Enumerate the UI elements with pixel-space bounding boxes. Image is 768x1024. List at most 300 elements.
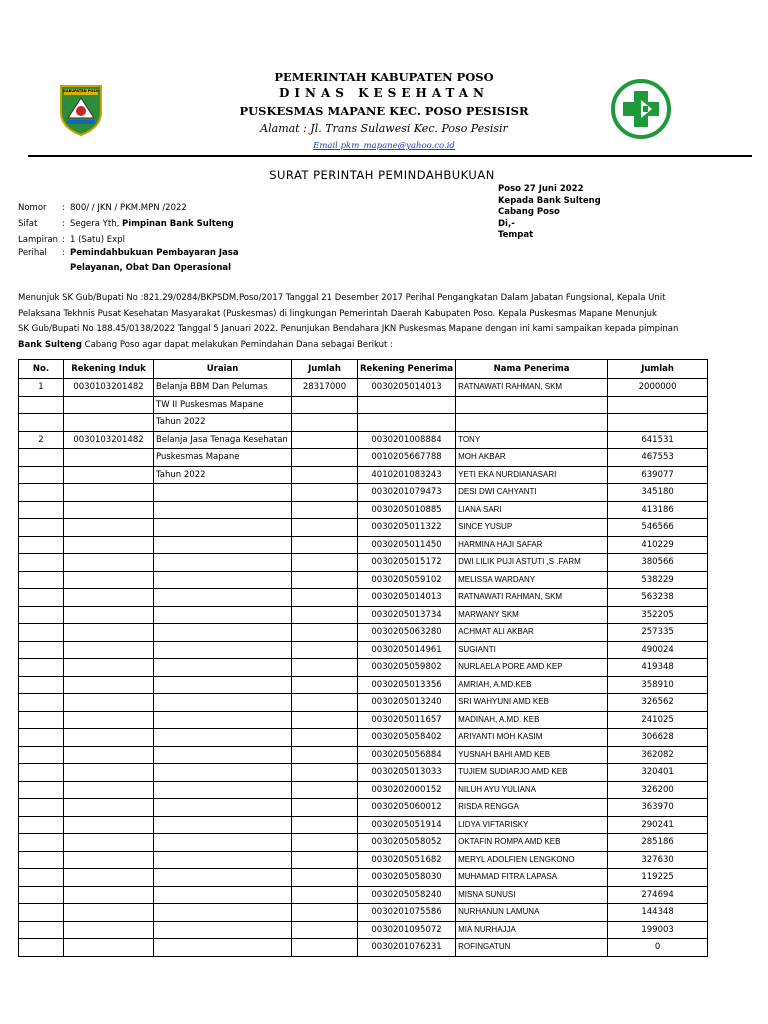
cell-rekening-penerima: 0010205667788 xyxy=(358,449,456,467)
table-row xyxy=(19,379,708,397)
table-row xyxy=(19,746,708,764)
kop-government: PEMERINTAH KABUPATEN POSO xyxy=(274,70,494,84)
table-row xyxy=(19,466,708,484)
cell-no xyxy=(19,869,64,887)
cell-jumlah-penerima: 144348 xyxy=(608,904,708,922)
table-row xyxy=(19,851,708,869)
cell-jumlah-penerima: 641531 xyxy=(608,431,708,449)
cell-jumlah-penerima: 563238 xyxy=(608,589,708,607)
cell-jumlah-penerima xyxy=(608,414,708,432)
cell-jumlah-penerima: 467553 xyxy=(608,449,708,467)
cell-no xyxy=(19,501,64,519)
cell-nama-penerima: OKTAFIN ROMPA AMD KEB xyxy=(456,834,608,852)
cell-nama-penerima: SUGIANTI xyxy=(456,641,608,659)
cell-jumlah xyxy=(292,554,358,572)
cell-rekening-penerima: 4010201083243 xyxy=(358,466,456,484)
cell-no xyxy=(19,396,64,414)
cell-rekening-penerima xyxy=(358,414,456,432)
cell-uraian xyxy=(154,711,292,729)
col-rekening-penerima: Rekening Penerima xyxy=(358,360,456,379)
cell-nama-penerima: TONY xyxy=(456,431,608,449)
cell-nama-penerima: NURHANUN LAMUNA xyxy=(456,904,608,922)
cell-rekening-induk xyxy=(64,799,154,817)
perihal-line1: Pemindahbukuan Pembayaran Jasa xyxy=(70,248,239,258)
cell-rekening-induk xyxy=(64,729,154,747)
table-row xyxy=(19,606,708,624)
cell-no xyxy=(19,781,64,799)
cell-uraian xyxy=(154,571,292,589)
recipient-to: Kepada Bank Sulteng xyxy=(498,195,601,206)
col-uraian: Uraian xyxy=(154,360,292,379)
cell-jumlah xyxy=(292,764,358,782)
cell-rekening-induk xyxy=(64,746,154,764)
cell-jumlah xyxy=(292,606,358,624)
table-row xyxy=(19,659,708,677)
cell-jumlah-penerima: 363970 xyxy=(608,799,708,817)
cell-no xyxy=(19,921,64,939)
cell-no xyxy=(19,764,64,782)
cell-rekening-induk xyxy=(64,414,154,432)
cell-nama-penerima: MOH AKBAR xyxy=(456,449,608,467)
sifat-value xyxy=(70,217,234,231)
cell-no xyxy=(19,904,64,922)
cell-uraian xyxy=(154,939,292,957)
cell-nama-penerima: TUJIEM SUDIARJO AMD KEB xyxy=(456,764,608,782)
cell-rekening-penerima xyxy=(358,396,456,414)
cell-rekening-induk xyxy=(64,781,154,799)
cell-uraian xyxy=(154,501,292,519)
cell-no xyxy=(19,571,64,589)
cell-jumlah xyxy=(292,466,358,484)
cell-nama-penerima: MUHAMAD FITRA LAPASA xyxy=(456,869,608,887)
para-line-4-rest: Cabang Poso agar dapat melakukan Pemindahan Dana sebagai Berikut : xyxy=(81,339,393,350)
cell-rekening-induk xyxy=(64,466,154,484)
cell-nama-penerima: MIA NURHAJJA xyxy=(456,921,608,939)
cell-jumlah-penerima: 419348 xyxy=(608,659,708,677)
cell-uraian xyxy=(154,694,292,712)
cell-uraian xyxy=(154,606,292,624)
cell-rekening-induk xyxy=(64,851,154,869)
cell-jumlah xyxy=(292,886,358,904)
cell-uraian xyxy=(154,921,292,939)
cell-rekening-induk: 0030103201482 xyxy=(64,379,154,397)
cell-rekening-penerima: 0030202000152 xyxy=(358,781,456,799)
sifat-bold: Pimpinan Bank Sulteng xyxy=(121,219,234,229)
cell-no xyxy=(19,554,64,572)
cell-rekening-penerima: 0030205013240 xyxy=(358,694,456,712)
cell-no xyxy=(19,816,64,834)
table-row xyxy=(19,694,708,712)
cell-rekening-induk xyxy=(64,869,154,887)
cell-uraian xyxy=(154,904,292,922)
cell-uraian xyxy=(154,869,292,887)
cell-jumlah-penerima: 380566 xyxy=(608,554,708,572)
cell-uraian xyxy=(154,799,292,817)
table-row xyxy=(19,589,708,607)
cell-jumlah xyxy=(292,519,358,537)
cell-no xyxy=(19,729,64,747)
table-row xyxy=(19,729,708,747)
cell-nama-penerima xyxy=(456,414,608,432)
cell-jumlah-penerima: 306628 xyxy=(608,729,708,747)
cell-rekening-induk xyxy=(64,501,154,519)
cell-rekening-induk xyxy=(64,624,154,642)
cell-nama-penerima: MARWANY SKM xyxy=(456,606,608,624)
letterhead-divider xyxy=(28,155,752,157)
cell-uraian xyxy=(154,554,292,572)
colon: : xyxy=(62,235,65,245)
cell-nama-penerima: ARIYANTI MOH KASIM xyxy=(456,729,608,747)
table-row xyxy=(19,799,708,817)
cell-rekening-induk xyxy=(64,676,154,694)
cell-nama-penerima xyxy=(456,396,608,414)
table-row xyxy=(19,939,708,957)
cell-no xyxy=(19,624,64,642)
cell-jumlah-penerima: 362082 xyxy=(608,746,708,764)
cell-rekening-penerima: 0030205011450 xyxy=(358,536,456,554)
cell-no: 1 xyxy=(19,379,64,397)
cell-rekening-induk xyxy=(64,606,154,624)
recipient-block xyxy=(498,184,601,242)
col-no: No. xyxy=(19,360,64,379)
table-row xyxy=(19,676,708,694)
cell-rekening-penerima: 0030205063280 xyxy=(358,624,456,642)
sifat-label: Sifat xyxy=(18,219,38,229)
cell-nama-penerima: RATNAWATI RAHMAN, SKM xyxy=(456,589,608,607)
cell-rekening-induk xyxy=(64,904,154,922)
cell-jumlah-penerima: 546566 xyxy=(608,519,708,537)
cell-rekening-penerima: 0030205014013 xyxy=(358,379,456,397)
cell-uraian: TW II Puskesmas Mapane xyxy=(154,396,292,414)
table-row xyxy=(19,711,708,729)
table-row xyxy=(19,396,708,414)
kop-address: Alamat : Jl. Trans Sulawesi Kec. Poso Pesisir xyxy=(260,122,508,135)
nomor-value: 800/ / JKN / PKM.MPN /2022 xyxy=(70,203,187,213)
cell-rekening-penerima: 0030205058240 xyxy=(358,886,456,904)
cell-uraian: Belanja BBM Dan Pelumas xyxy=(154,379,292,397)
cell-rekening-induk xyxy=(64,519,154,537)
cell-rekening-penerima: 0030205013356 xyxy=(358,676,456,694)
perihal-label: Perihal xyxy=(18,248,47,258)
cell-rekening-induk xyxy=(64,886,154,904)
cell-jumlah xyxy=(292,431,358,449)
table-row xyxy=(19,641,708,659)
cell-jumlah-penerima: 639077 xyxy=(608,466,708,484)
cell-rekening-penerima: 0030201076231 xyxy=(358,939,456,957)
table-row xyxy=(19,554,708,572)
cell-rekening-induk xyxy=(64,816,154,834)
cell-uraian xyxy=(154,764,292,782)
cell-rekening-induk xyxy=(64,694,154,712)
cell-rekening-penerima: 0030205056884 xyxy=(358,746,456,764)
cell-nama-penerima: RISDA RENGGA xyxy=(456,799,608,817)
table-row xyxy=(19,571,708,589)
cell-jumlah-penerima: 257335 xyxy=(608,624,708,642)
cell-jumlah xyxy=(292,624,358,642)
cell-rekening-penerima: 0030201095072 xyxy=(358,921,456,939)
cell-jumlah: 28317000 xyxy=(292,379,358,397)
cell-nama-penerima: MISNA SUNUSI xyxy=(456,886,608,904)
sifat-prefix: Segera Yth, xyxy=(70,219,120,229)
table-row xyxy=(19,449,708,467)
cell-jumlah xyxy=(292,536,358,554)
cell-jumlah-penerima: 285186 xyxy=(608,834,708,852)
cell-jumlah xyxy=(292,904,358,922)
cell-uraian xyxy=(154,484,292,502)
table-row xyxy=(19,904,708,922)
cell-nama-penerima: RATNAWATI RAHMAN, SKM xyxy=(456,379,608,397)
cell-no xyxy=(19,536,64,554)
table-row xyxy=(19,501,708,519)
para-line-1: Menunjuk SK Gub/Bupati No :821.29/0284/BKPSDM.Poso/2017 Tanggal 21 Desember 2017 Perihal Pengangkatan Dalam Jabatan Fungsional, Kepala Unit xyxy=(18,293,666,303)
table-row xyxy=(19,431,708,449)
cell-jumlah-penerima: 274694 xyxy=(608,886,708,904)
cell-jumlah-penerima: 119225 xyxy=(608,869,708,887)
table-row xyxy=(19,764,708,782)
cell-nama-penerima: DESI DWI CAHYANTI xyxy=(456,484,608,502)
cell-rekening-induk xyxy=(64,659,154,677)
table-row xyxy=(19,484,708,502)
cell-jumlah xyxy=(292,851,358,869)
cell-rekening-penerima: 0030205010885 xyxy=(358,501,456,519)
cell-jumlah-penerima: 345180 xyxy=(608,484,708,502)
recipient-place: Tempat xyxy=(498,230,534,240)
cell-jumlah-penerima: 410229 xyxy=(608,536,708,554)
cell-no xyxy=(19,851,64,869)
cell-jumlah-penerima: 358910 xyxy=(608,676,708,694)
cell-jumlah-penerima: 326562 xyxy=(608,694,708,712)
cell-nama-penerima: YETI EKA NURDIANASARI xyxy=(456,466,608,484)
cell-rekening-penerima: 0030205011657 xyxy=(358,711,456,729)
table-row xyxy=(19,921,708,939)
cell-jumlah xyxy=(292,414,358,432)
cell-uraian xyxy=(154,886,292,904)
cell-rekening-induk xyxy=(64,554,154,572)
cell-jumlah-penerima: 326200 xyxy=(608,781,708,799)
cell-nama-penerima: DWI LILIK PUJI ASTUTI ,S .FARM xyxy=(456,554,608,572)
cell-uraian: Tahun 2022 xyxy=(154,414,292,432)
cell-uraian xyxy=(154,676,292,694)
table-row xyxy=(19,886,708,904)
cell-nama-penerima: MERYL ADOLFIEN LENGKONO xyxy=(456,851,608,869)
cell-no xyxy=(19,484,64,502)
cell-rekening-penerima: 0030205060012 xyxy=(358,799,456,817)
cell-jumlah xyxy=(292,729,358,747)
cell-no xyxy=(19,834,64,852)
para-line-4 xyxy=(18,338,748,354)
table-row xyxy=(19,816,708,834)
cell-rekening-penerima: 0030205013033 xyxy=(358,764,456,782)
cell-uraian xyxy=(154,589,292,607)
cell-jumlah-penerima: 2000000 xyxy=(608,379,708,397)
cell-rekening-induk xyxy=(64,834,154,852)
cell-rekening-induk xyxy=(64,589,154,607)
cell-no xyxy=(19,519,64,537)
document-title: SURAT PERINTAH PEMINDAHBUKUAN xyxy=(269,168,495,182)
table-row xyxy=(19,536,708,554)
cell-rekening-penerima: 0030205013734 xyxy=(358,606,456,624)
cell-uraian xyxy=(154,851,292,869)
kop-email-link[interactable]: Email pkm_mapane@yahoo.co.id xyxy=(313,141,455,151)
cell-nama-penerima: SRI WAHYUNI AMD KEB xyxy=(456,694,608,712)
cell-uraian xyxy=(154,641,292,659)
cell-jumlah xyxy=(292,571,358,589)
cell-rekening-penerima: 0030205059802 xyxy=(358,659,456,677)
cell-uraian xyxy=(154,624,292,642)
recipient-branch: Cabang Poso xyxy=(498,207,560,217)
cell-rekening-penerima: 0030205051682 xyxy=(358,851,456,869)
cell-nama-penerima: LIDYA VIFTARISKY xyxy=(456,816,608,834)
cell-jumlah xyxy=(292,939,358,957)
cell-rekening-penerima: 0030205014961 xyxy=(358,641,456,659)
cell-jumlah xyxy=(292,834,358,852)
col-rekening-induk: Rekening Induk xyxy=(64,360,154,379)
cell-rekening-penerima: 0030201075586 xyxy=(358,904,456,922)
cell-rekening-penerima: 0030205058402 xyxy=(358,729,456,747)
body-paragraph xyxy=(18,291,748,353)
table-body xyxy=(19,379,708,957)
cell-rekening-penerima: 0030205051914 xyxy=(358,816,456,834)
cell-jumlah xyxy=(292,711,358,729)
cell-rekening-penerima: 0030205011322 xyxy=(358,519,456,537)
cell-nama-penerima: HARMINA HAJI SAFAR xyxy=(456,536,608,554)
cell-rekening-penerima: 0030201008884 xyxy=(358,431,456,449)
cell-nama-penerima: MELISSA WARDANY xyxy=(456,571,608,589)
cell-uraian: Puskesmas Mapane xyxy=(154,449,292,467)
cell-rekening-penerima: 0030201079473 xyxy=(358,484,456,502)
cell-uraian xyxy=(154,729,292,747)
cell-uraian xyxy=(154,659,292,677)
cell-jumlah xyxy=(292,659,358,677)
cell-jumlah-penerima xyxy=(608,396,708,414)
cell-rekening-induk xyxy=(64,939,154,957)
lampiran-label: Lampiran xyxy=(18,235,59,245)
cell-rekening-induk: 0030103201482 xyxy=(64,431,154,449)
table-header-row xyxy=(19,360,708,379)
cell-no xyxy=(19,449,64,467)
cell-nama-penerima: YUSNAH BAHI AMD KEB xyxy=(456,746,608,764)
cell-jumlah-penerima: 199003 xyxy=(608,921,708,939)
cell-no xyxy=(19,414,64,432)
cell-nama-penerima: ROFINGATUN xyxy=(456,939,608,957)
cell-no xyxy=(19,939,64,957)
letter-date: Poso 27 Juni 2022 xyxy=(498,184,584,194)
cell-jumlah xyxy=(292,396,358,414)
perihal-line2: Pelayanan, Obat Dan Operasional xyxy=(70,263,232,273)
kop-puskesmas: PUSKESMAS MAPANE KEC. POSO PESISISR xyxy=(239,104,529,118)
cell-no xyxy=(19,659,64,677)
cell-jumlah xyxy=(292,799,358,817)
cell-rekening-induk xyxy=(64,921,154,939)
cell-jumlah-penerima: 0 xyxy=(608,939,708,957)
col-jumlah-penerima: Jumlah xyxy=(608,360,708,379)
cell-rekening-induk xyxy=(64,764,154,782)
left-logo-caption: KABUPATEN POSO xyxy=(63,89,99,93)
cell-uraian: Tahun 2022 xyxy=(154,466,292,484)
cell-jumlah xyxy=(292,676,358,694)
cell-rekening-penerima: 0030205058052 xyxy=(358,834,456,852)
cell-no xyxy=(19,711,64,729)
cell-rekening-induk xyxy=(64,711,154,729)
col-nama-penerima: Nama Penerima xyxy=(456,360,608,379)
table-row xyxy=(19,414,708,432)
table-row xyxy=(19,519,708,537)
cell-no xyxy=(19,886,64,904)
table-row xyxy=(19,781,708,799)
cell-no xyxy=(19,589,64,607)
cell-nama-penerima: SINCE YUSUP xyxy=(456,519,608,537)
cell-jumlah xyxy=(292,589,358,607)
cell-rekening-penerima: 0030205015172 xyxy=(358,554,456,572)
cell-uraian xyxy=(154,816,292,834)
table-row xyxy=(19,869,708,887)
cell-no xyxy=(19,676,64,694)
cell-rekening-induk xyxy=(64,396,154,414)
cell-jumlah-penerima: 352205 xyxy=(608,606,708,624)
table-row xyxy=(19,624,708,642)
cell-jumlah-penerima: 538229 xyxy=(608,571,708,589)
cell-nama-penerima: MADINAH, A.MD. KEB xyxy=(456,711,608,729)
cell-jumlah-penerima: 490024 xyxy=(608,641,708,659)
lampiran-value: 1 (Satu) Expl xyxy=(70,235,125,245)
recipient-di: Di,- xyxy=(498,218,515,229)
cell-jumlah-penerima: 320401 xyxy=(608,764,708,782)
cell-uraian xyxy=(154,536,292,554)
cell-uraian: Belanja Jasa Tenaga Kesehatan xyxy=(154,431,292,449)
cell-nama-penerima: AMRIAH, A.MD.KEB xyxy=(456,676,608,694)
cell-rekening-induk xyxy=(64,571,154,589)
cell-nama-penerima: ACHMAT ALI AKBAR xyxy=(456,624,608,642)
cell-rekening-induk xyxy=(64,536,154,554)
colon: : xyxy=(62,203,65,213)
colon: : xyxy=(62,248,65,258)
cell-uraian xyxy=(154,519,292,537)
cell-rekening-induk xyxy=(64,641,154,659)
nomor-label: Nomor xyxy=(18,203,47,213)
cell-rekening-penerima: 0030205059102 xyxy=(358,571,456,589)
cell-jumlah xyxy=(292,484,358,502)
para-line-2: Pelaksana Tekhnis Pusat Kesehatan Masyarakat (Puskesmas) di lingkungan Pemerintah Daerah Kabupaten Poso. Kepala Puskesmas Mapane Menunjuk xyxy=(18,308,657,319)
cell-uraian xyxy=(154,781,292,799)
cell-jumlah xyxy=(292,694,358,712)
cell-jumlah xyxy=(292,921,358,939)
cell-rekening-induk xyxy=(64,484,154,502)
cell-rekening-penerima: 0030205014013 xyxy=(358,589,456,607)
cell-jumlah-penerima: 241025 xyxy=(608,711,708,729)
cell-rekening-induk xyxy=(64,449,154,467)
cell-uraian xyxy=(154,834,292,852)
cell-nama-penerima: LIANA SARI xyxy=(456,501,608,519)
cell-jumlah xyxy=(292,746,358,764)
cell-no xyxy=(19,694,64,712)
cell-jumlah xyxy=(292,869,358,887)
cell-jumlah-penerima: 290241 xyxy=(608,816,708,834)
cell-no xyxy=(19,799,64,817)
kop-department: DINAS KESEHATAN xyxy=(278,86,490,100)
transfer-table xyxy=(18,359,708,957)
cell-no xyxy=(19,641,64,659)
col-jumlah: Jumlah xyxy=(292,360,358,379)
cell-jumlah-penerima: 413186 xyxy=(608,501,708,519)
colon: : xyxy=(62,219,65,229)
cell-no xyxy=(19,466,64,484)
table-row xyxy=(19,834,708,852)
cell-no xyxy=(19,746,64,764)
cell-jumlah xyxy=(292,449,358,467)
cell-jumlah xyxy=(292,641,358,659)
cell-jumlah xyxy=(292,781,358,799)
cell-jumlah xyxy=(292,816,358,834)
